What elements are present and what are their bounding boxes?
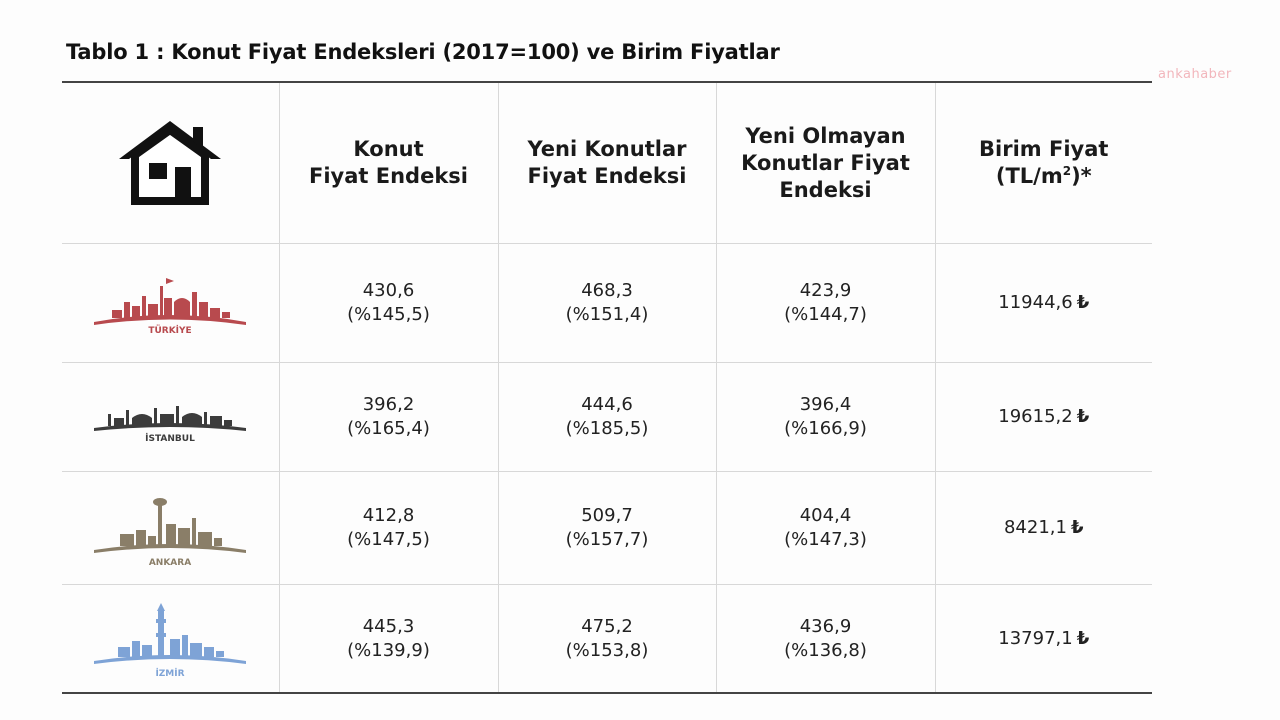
- cell-yeni-olmayan: 404,4 (%147,3): [716, 472, 935, 585]
- table-row: [62, 244, 1152, 363]
- lira-sign: ₺: [1076, 628, 1090, 649]
- cell-yeni: 468,3 (%151,4): [498, 244, 716, 363]
- header-icon-cell: [62, 83, 279, 244]
- cell-yeni-olmayan: 396,4 (%166,9): [716, 363, 935, 472]
- region-label: TÜRKİYE: [148, 326, 192, 334]
- header-birim-fiyat: Birim Fiyat $(TL/m^2)*$: [935, 83, 1152, 244]
- lira-sign: ₺: [1076, 292, 1090, 313]
- table-row: [62, 585, 1152, 694]
- ankara-skyline-icon: [90, 488, 250, 568]
- cell-birim-fiyat: 13797,1 ₺: [998, 628, 1090, 649]
- cell-konut: 396,2 (%165,4): [279, 363, 498, 472]
- bottom-rule: [62, 692, 1152, 694]
- izmir-skyline-icon: [90, 599, 250, 679]
- region-label: ANKARA: [149, 558, 192, 568]
- cell-yeni-olmayan: 423,9 (%144,7): [716, 244, 935, 363]
- header-yeni-olmayan: Yeni Olmayan Konutlar Fiyat Endeksi: [716, 83, 935, 244]
- region-label: İZMİR: [155, 669, 185, 679]
- cell-birim-fiyat: 11944,6 ₺: [935, 244, 1152, 363]
- cell-birim-fiyat: 19615,2 ₺: [935, 363, 1152, 472]
- region-logo-istanbul: [62, 363, 279, 472]
- house-icon: [115, 115, 225, 205]
- cell-yeni: 509,7 (%157,7): [498, 472, 716, 585]
- header-row: [62, 83, 1152, 244]
- cell-konut: 430,6 (%145,5): [279, 244, 498, 363]
- price-index-table: [62, 83, 1152, 693]
- table-row: [62, 472, 1152, 585]
- cell-yeni: 475,2 (%153,8): [498, 585, 716, 694]
- cell-birim-fiyat: 8421,1 ₺: [935, 472, 1152, 585]
- cell-yeni: 444,6 (%185,5): [498, 363, 716, 472]
- table-row: [62, 363, 1152, 472]
- istanbul-skyline-icon: [90, 392, 250, 442]
- table-title: Tablo 1 : Konut Fiyat Endeksleri (2017=100) ve Birim Fiyatlar: [66, 40, 780, 64]
- cell-konut: 445,3 (%139,9): [279, 585, 498, 694]
- region-logo-ankara: [62, 472, 279, 585]
- header-konut: Konut Fiyat Endeksi: [279, 83, 498, 244]
- cell-yeni-olmayan: 436,9 (%136,8): [716, 585, 935, 694]
- lira-sign: ₺: [1070, 517, 1084, 538]
- region-logo-turkiye: [62, 244, 279, 363]
- watermark: ankahaber: [1158, 67, 1232, 82]
- region-logo-izmir: [62, 585, 279, 694]
- region-label: İSTANBUL: [145, 434, 196, 442]
- header-yeni-konutlar: Yeni Konutlar Fiyat Endeksi: [498, 83, 716, 244]
- cell-konut: 412,8 (%147,5): [279, 472, 498, 585]
- turkiye-skyline-icon: [90, 272, 250, 334]
- lira-sign: ₺: [1076, 406, 1090, 427]
